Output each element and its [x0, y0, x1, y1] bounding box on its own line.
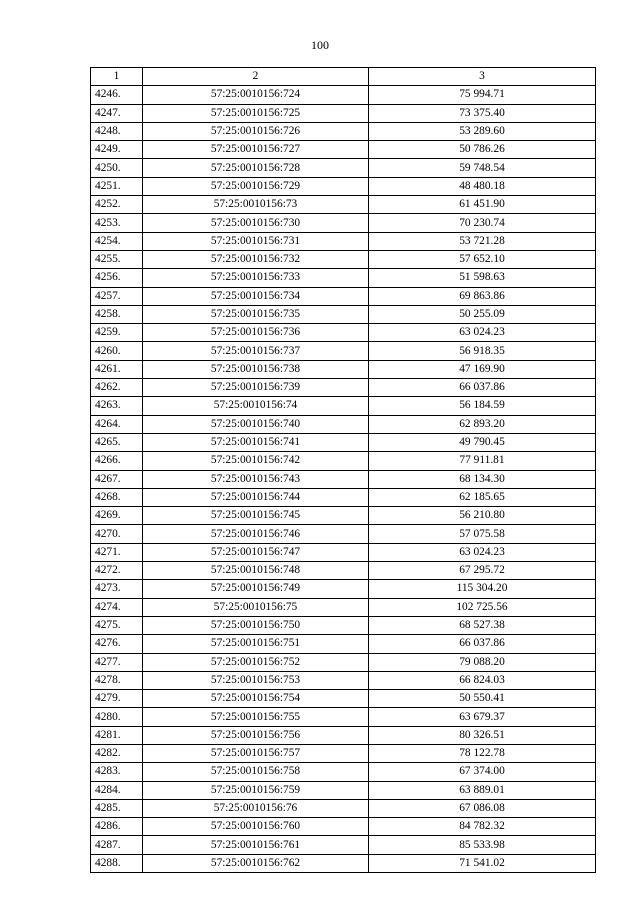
cadastral-value: 77 911.81	[369, 452, 596, 470]
row-number: 4254.	[91, 232, 143, 250]
cadastral-number: 57:25:0010156:739	[143, 379, 369, 397]
row-number: 4277.	[91, 653, 143, 671]
cadastral-number: 57:25:0010156:76	[143, 799, 369, 817]
table-row	[91, 269, 596, 287]
cadastral-number: 57:25:0010156:746	[143, 525, 369, 543]
cadastral-value: 66 824.03	[369, 671, 596, 689]
cadastral-value: 102 725.56	[369, 598, 596, 616]
table-row	[91, 433, 596, 451]
cadastral-value: 70 230.74	[369, 214, 596, 232]
row-number: 4276.	[91, 635, 143, 653]
row-number: 4260.	[91, 342, 143, 360]
table-row	[91, 214, 596, 232]
row-number: 4256.	[91, 269, 143, 287]
row-number: 4288.	[91, 854, 143, 872]
row-number: 4261.	[91, 360, 143, 378]
table-row	[91, 598, 596, 616]
cadastral-value: 63 889.01	[369, 781, 596, 799]
table-row	[91, 580, 596, 598]
column-header-3: 3	[369, 68, 596, 86]
cadastral-value: 62 893.20	[369, 415, 596, 433]
row-number: 4266.	[91, 452, 143, 470]
cadastral-number: 57:25:0010156:756	[143, 726, 369, 744]
cadastral-value: 67 086.08	[369, 799, 596, 817]
table-row	[91, 763, 596, 781]
table-row	[91, 836, 596, 854]
cadastral-number: 57:25:0010156:738	[143, 360, 369, 378]
table-row	[91, 562, 596, 580]
row-number: 4281.	[91, 726, 143, 744]
row-number: 4248.	[91, 122, 143, 140]
cadastral-value: 50 255.09	[369, 305, 596, 323]
cadastral-value: 56 918.35	[369, 342, 596, 360]
table-row	[91, 159, 596, 177]
table-row	[91, 452, 596, 470]
cadastral-number: 57:25:0010156:761	[143, 836, 369, 854]
table-row	[91, 635, 596, 653]
table-row	[91, 305, 596, 323]
cadastral-value: 53 721.28	[369, 232, 596, 250]
table-row	[91, 653, 596, 671]
table-row	[91, 342, 596, 360]
cadastral-number: 57:25:0010156:744	[143, 488, 369, 506]
cadastral-number: 57:25:0010156:750	[143, 616, 369, 634]
row-number: 4250.	[91, 159, 143, 177]
cadastral-number: 57:25:0010156:742	[143, 452, 369, 470]
cadastral-value: 50 786.26	[369, 141, 596, 159]
cadastral-value: 84 782.32	[369, 818, 596, 836]
cadastral-value: 80 326.51	[369, 726, 596, 744]
cadastral-table	[90, 67, 596, 873]
cadastral-value: 63 024.23	[369, 324, 596, 342]
cadastral-number: 57:25:0010156:757	[143, 744, 369, 762]
cadastral-number: 57:25:0010156:747	[143, 543, 369, 561]
table-row	[91, 488, 596, 506]
table-row	[91, 177, 596, 195]
table-row	[91, 232, 596, 250]
cadastral-number: 57:25:0010156:727	[143, 141, 369, 159]
row-number: 4278.	[91, 671, 143, 689]
cadastral-value: 66 037.86	[369, 379, 596, 397]
table-row	[91, 122, 596, 140]
cadastral-value: 57 652.10	[369, 250, 596, 268]
page-number: 100	[311, 38, 329, 52]
row-number: 4287.	[91, 836, 143, 854]
header-row	[91, 68, 596, 86]
row-number: 4247.	[91, 104, 143, 122]
cadastral-number: 57:25:0010156:74	[143, 397, 369, 415]
cadastral-number: 57:25:0010156:729	[143, 177, 369, 195]
table-body	[91, 86, 596, 873]
cadastral-number: 57:25:0010156:725	[143, 104, 369, 122]
cadastral-value: 69 863.86	[369, 287, 596, 305]
row-number: 4246.	[91, 86, 143, 104]
cadastral-value: 48 480.18	[369, 177, 596, 195]
row-number: 4252.	[91, 196, 143, 214]
cadastral-number: 57:25:0010156:734	[143, 287, 369, 305]
table-row	[91, 397, 596, 415]
row-number: 4265.	[91, 433, 143, 451]
table-row	[91, 287, 596, 305]
cadastral-number: 57:25:0010156:748	[143, 562, 369, 580]
table-row	[91, 543, 596, 561]
row-number: 4251.	[91, 177, 143, 195]
cadastral-number: 57:25:0010156:745	[143, 507, 369, 525]
table-row	[91, 671, 596, 689]
row-number: 4249.	[91, 141, 143, 159]
table-row	[91, 507, 596, 525]
cadastral-value: 73 375.40	[369, 104, 596, 122]
cadastral-value: 68 527.38	[369, 616, 596, 634]
table-row	[91, 324, 596, 342]
row-number: 4262.	[91, 379, 143, 397]
row-number: 4269.	[91, 507, 143, 525]
row-number: 4286.	[91, 818, 143, 836]
cadastral-number: 57:25:0010156:731	[143, 232, 369, 250]
cadastral-number: 57:25:0010156:728	[143, 159, 369, 177]
cadastral-number: 57:25:0010156:758	[143, 763, 369, 781]
cadastral-value: 66 037.86	[369, 635, 596, 653]
cadastral-number: 57:25:0010156:752	[143, 653, 369, 671]
cadastral-number: 57:25:0010156:743	[143, 470, 369, 488]
row-number: 4282.	[91, 744, 143, 762]
cadastral-value: 63 024.23	[369, 543, 596, 561]
cadastral-number: 57:25:0010156:762	[143, 854, 369, 872]
cadastral-number: 57:25:0010156:724	[143, 86, 369, 104]
table-row	[91, 379, 596, 397]
row-number: 4264.	[91, 415, 143, 433]
cadastral-value: 63 679.37	[369, 708, 596, 726]
row-number: 4271.	[91, 543, 143, 561]
row-number: 4280.	[91, 708, 143, 726]
cadastral-value: 57 075.58	[369, 525, 596, 543]
cadastral-value: 59 748.54	[369, 159, 596, 177]
cadastral-number: 57:25:0010156:73	[143, 196, 369, 214]
column-header-2: 2	[143, 68, 369, 86]
cadastral-value: 47 169.90	[369, 360, 596, 378]
table-row	[91, 525, 596, 543]
table-row	[91, 250, 596, 268]
row-number: 4263.	[91, 397, 143, 415]
table-row	[91, 799, 596, 817]
cadastral-value: 115 304.20	[369, 580, 596, 598]
table-row	[91, 854, 596, 872]
row-number: 4255.	[91, 250, 143, 268]
table-row	[91, 781, 596, 799]
row-number: 4268.	[91, 488, 143, 506]
row-number: 4284.	[91, 781, 143, 799]
row-number: 4274.	[91, 598, 143, 616]
table-row	[91, 726, 596, 744]
cadastral-number: 57:25:0010156:754	[143, 690, 369, 708]
cadastral-number: 57:25:0010156:753	[143, 671, 369, 689]
cadastral-number: 57:25:0010156:760	[143, 818, 369, 836]
table-row	[91, 196, 596, 214]
cadastral-number: 57:25:0010156:740	[143, 415, 369, 433]
row-number: 4283.	[91, 763, 143, 781]
cadastral-value: 61 451.90	[369, 196, 596, 214]
table-row	[91, 470, 596, 488]
table-row	[91, 690, 596, 708]
table-row	[91, 360, 596, 378]
cadastral-number: 57:25:0010156:755	[143, 708, 369, 726]
cadastral-value: 49 790.45	[369, 433, 596, 451]
table-row	[91, 708, 596, 726]
table-row	[91, 818, 596, 836]
cadastral-value: 50 550.41	[369, 690, 596, 708]
table-row	[91, 616, 596, 634]
cadastral-number: 57:25:0010156:75	[143, 598, 369, 616]
row-number: 4270.	[91, 525, 143, 543]
row-number: 4257.	[91, 287, 143, 305]
cadastral-number: 57:25:0010156:759	[143, 781, 369, 799]
row-number: 4259.	[91, 324, 143, 342]
cadastral-value: 51 598.63	[369, 269, 596, 287]
row-number: 4258.	[91, 305, 143, 323]
cadastral-value: 68 134.30	[369, 470, 596, 488]
row-number: 4273.	[91, 580, 143, 598]
cadastral-value: 67 374.00	[369, 763, 596, 781]
cadastral-number: 57:25:0010156:736	[143, 324, 369, 342]
column-header-1: 1	[91, 68, 143, 86]
cadastral-value: 75 994.71	[369, 86, 596, 104]
cadastral-number: 57:25:0010156:730	[143, 214, 369, 232]
cadastral-number: 57:25:0010156:735	[143, 305, 369, 323]
table-row	[91, 415, 596, 433]
row-number: 4275.	[91, 616, 143, 634]
cadastral-number: 57:25:0010156:737	[143, 342, 369, 360]
cadastral-number: 57:25:0010156:726	[143, 122, 369, 140]
table-row	[91, 86, 596, 104]
cadastral-number: 57:25:0010156:733	[143, 269, 369, 287]
table-row	[91, 104, 596, 122]
cadastral-value: 78 122.78	[369, 744, 596, 762]
table-row	[91, 744, 596, 762]
cadastral-value: 85 533.98	[369, 836, 596, 854]
table-row	[91, 141, 596, 159]
row-number: 4272.	[91, 562, 143, 580]
cadastral-value: 53 289.60	[369, 122, 596, 140]
cadastral-value: 79 088.20	[369, 653, 596, 671]
row-number: 4279.	[91, 690, 143, 708]
table-header	[91, 68, 596, 86]
cadastral-value: 67 295.72	[369, 562, 596, 580]
row-number: 4285.	[91, 799, 143, 817]
row-number: 4267.	[91, 470, 143, 488]
cadastral-value: 62 185.65	[369, 488, 596, 506]
cadastral-number: 57:25:0010156:732	[143, 250, 369, 268]
cadastral-number: 57:25:0010156:751	[143, 635, 369, 653]
cadastral-value: 56 184.59	[369, 397, 596, 415]
cadastral-value: 56 210.80	[369, 507, 596, 525]
cadastral-number: 57:25:0010156:749	[143, 580, 369, 598]
cadastral-number: 57:25:0010156:741	[143, 433, 369, 451]
cadastral-value: 71 541.02	[369, 854, 596, 872]
row-number: 4253.	[91, 214, 143, 232]
